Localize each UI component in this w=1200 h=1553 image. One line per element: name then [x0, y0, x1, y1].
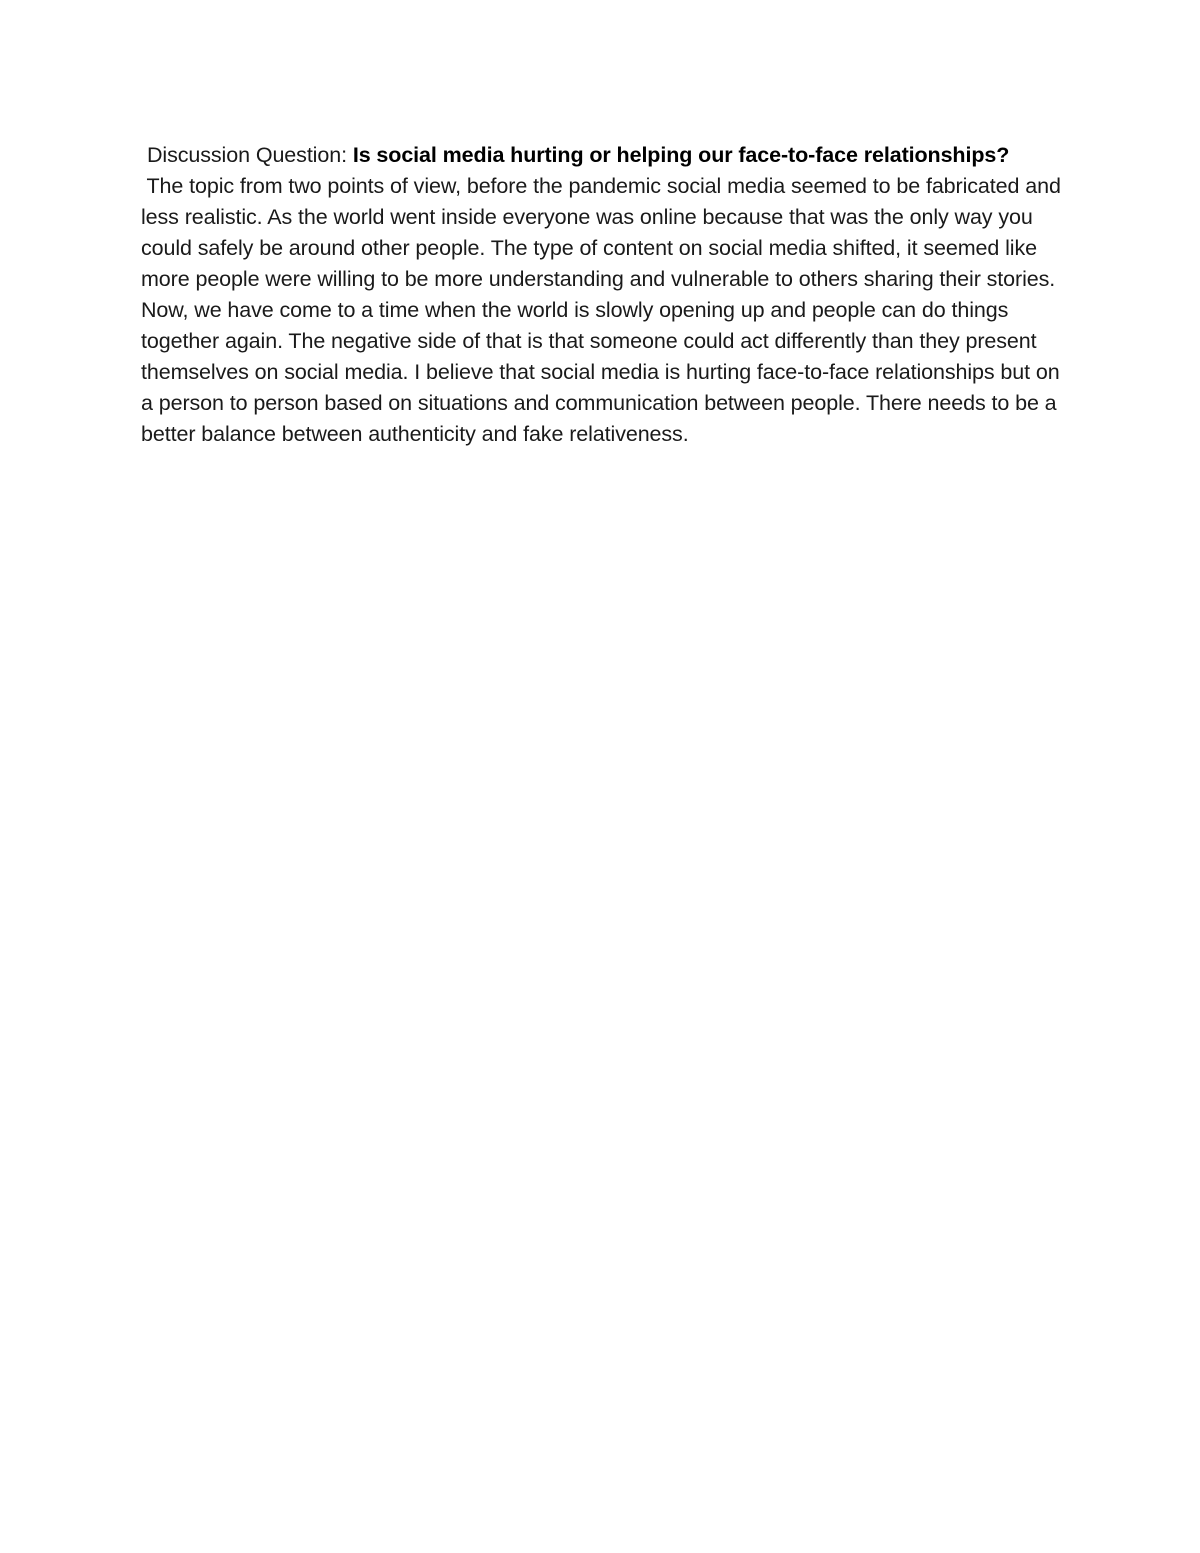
- answer-text: The topic from two points of view, before the pandemic social media seemed to be fabricated and less realistic. As the world went inside everyone was online because that was the only way you could safely be around other people. The type of content on social media shifted, it seemed like more people were willing to be more understanding and vulnerable to others sharing their stories. Now, we have come to a time when the world is slowly opening up and people can do things together again. The negative side of that is that someone could act differently than they present themselves on social media. I believe that social media is hurting face-to-face relationships but on a person to person based on situations and communication between people. There needs to be a better balance between authenticity and fake relativeness.: [141, 174, 1061, 446]
- question-text: Is social media hurting or helping our face-to-face relationships?: [352, 143, 1010, 167]
- discussion-question: [141, 140, 1071, 171]
- answer-paragraph: [141, 171, 1071, 450]
- document-body: [141, 140, 1071, 450]
- question-label: Discussion Question:: [147, 143, 353, 167]
